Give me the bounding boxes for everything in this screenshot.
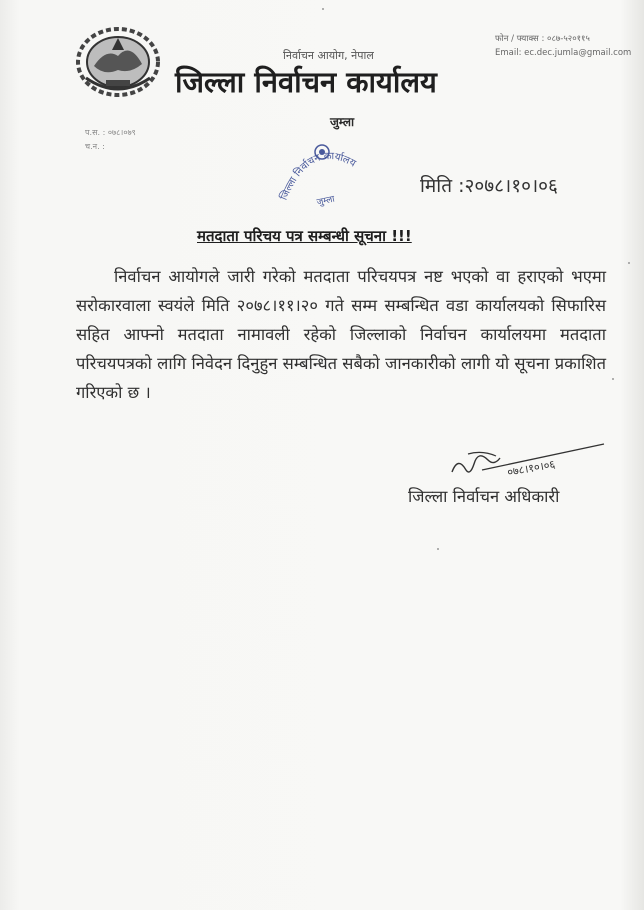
signature-date: ०७८।१०।०६ (506, 457, 557, 479)
signing-officer-title: जिल्ला निर्वाचन अधिकारी (408, 487, 560, 506)
email-address: Email: ec.dec.jumla@gmail.com (495, 48, 632, 58)
district-name: जुम्ला (330, 115, 355, 129)
office-title: जिल्ला निर्वाचन कार्यालय (175, 65, 437, 99)
nepal-emblem-logo (72, 20, 164, 98)
phone-number: फोन / फ्याक्स : ०८७-५२०११५ (495, 34, 590, 44)
ministry-name: निर्वाचन आयोग, नेपाल (283, 49, 374, 62)
ref-number: प.स. : ०७८।०७९ (85, 128, 136, 137)
notice-body: निर्वाचन आयोगले जारी गरेको मतदाता परिचयपत्र नष्ट भएको वा हराएको भएमा सरोकारवाला स्वयंले मिति २०७८।११।२० गते सम्म सम्बन्धित वडा कार्यालयको सिफारिस सहित आफ्नो मतदाता नामावली रहेको जिल्लाको निर्वाचन कार्यालयमा मतदाता परिचयपत्रको लागि निवेदन दिनुहुन सम्बन्धित सबैको जानकारीको लागी यो सूचना प्रकाशित गरिएको छ । (76, 267, 606, 402)
dispatch-number: च.न. : (85, 142, 105, 151)
notice-title: मतदाता परिचय पत्र सम्बन्धी सूचना !!! (197, 227, 412, 245)
contact-info (495, 32, 631, 60)
scan-speck (322, 8, 324, 10)
notice-date: मिति :२०७८।१०।०६ (420, 175, 558, 197)
scan-speck (612, 378, 614, 380)
reference-block (85, 126, 136, 154)
office-stamp (272, 138, 372, 218)
scan-speck (628, 262, 630, 264)
svg-text:जिल्ला निर्वाचन कार्यालय (272, 145, 363, 204)
scan-speck (437, 548, 439, 550)
handwritten-signature (448, 436, 608, 486)
stamp-text-top: जिल्ला निर्वाचन कार्यालय (278, 151, 358, 202)
stamp-text-bottom: जुम्ला (315, 194, 336, 209)
